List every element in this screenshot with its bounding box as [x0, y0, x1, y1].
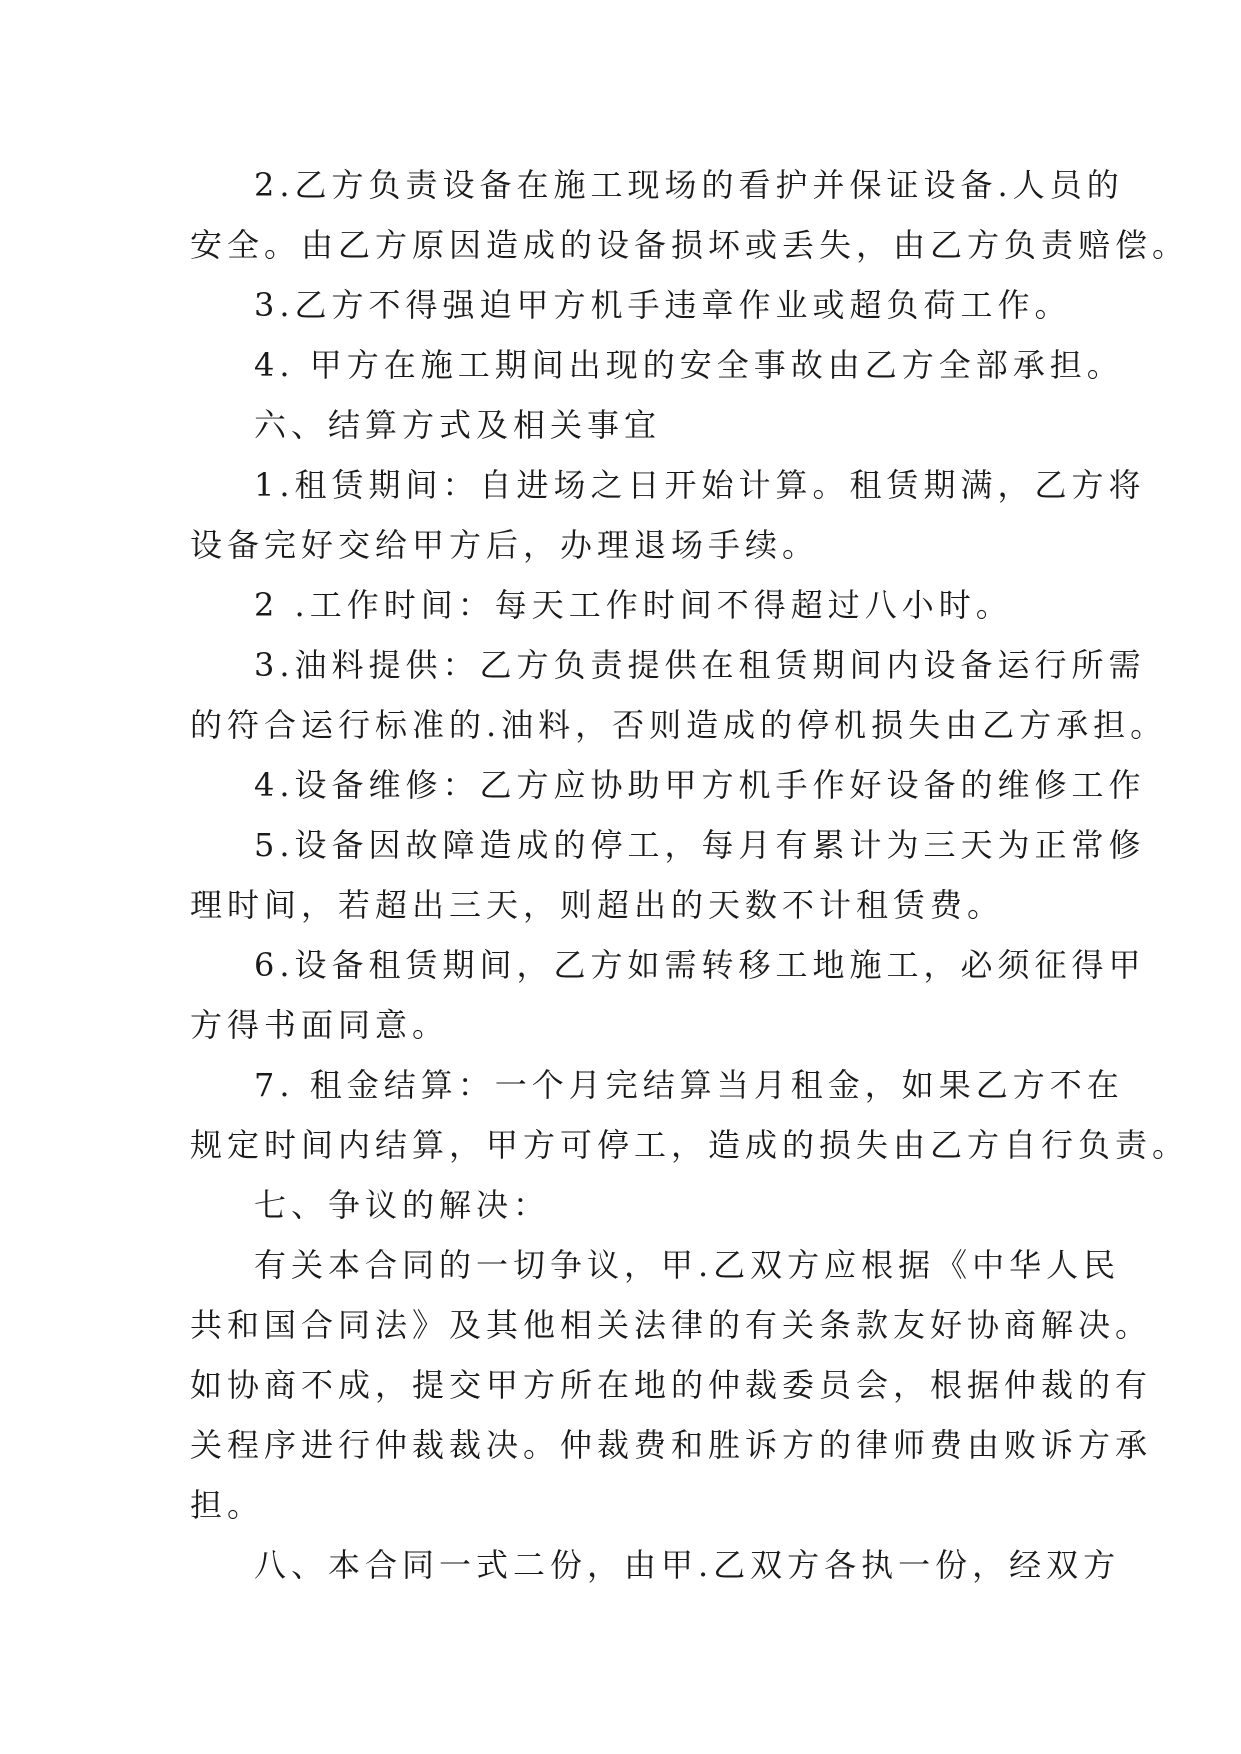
text-line: 4. 甲方在施工期间出现的安全事故由乙方全部承担。	[254, 346, 1124, 384]
text-line: 规定时间内结算，甲方可停工，造成的损失由乙方自行负责。	[190, 1126, 1190, 1164]
text-line: 4.设备维修：乙方应协助甲方机手作好设备的维修工作	[254, 766, 1146, 804]
section-heading: 六、结算方式及相关事宜	[254, 406, 662, 444]
text-line: 的符合运行标准的.油料，否则造成的停机损失由乙方承担。	[190, 706, 1168, 744]
text-line: 共和国合同法》及其他相关法律的有关条款友好协商解决。	[190, 1306, 1153, 1344]
section-heading: 七、争议的解决：	[254, 1186, 551, 1224]
text-line: 如协商不成，提交甲方所在地的仲裁委员会，根据仲裁的有	[190, 1366, 1153, 1404]
text-line: 6.设备租赁期间，乙方如需转移工地施工，必须征得甲	[254, 946, 1146, 984]
document-body	[190, 155, 1190, 1595]
text-line: 有关本合同的一切争议，甲.乙双方应根据《中华人民	[254, 1246, 1121, 1284]
text-line: 1.租赁期间：自进场之日开始计算。租赁期满，乙方将	[254, 466, 1146, 504]
text-line: 2 .工作时间：每天工作时间不得超过八小时。	[254, 586, 1013, 624]
text-line: 2.乙方负责设备在施工现场的看护并保证设备.人员的	[254, 166, 1124, 204]
text-line: 安全。由乙方原因造成的设备损坏或丢失，由乙方负责赔偿。	[190, 226, 1190, 264]
text-line: 方得书面同意。	[190, 1006, 450, 1044]
text-line: 3.乙方不得强迫甲方机手违章作业或超负荷工作。	[254, 286, 1072, 324]
text-line: 八、本合同一式二份，由甲.乙双方各执一份，经双方	[254, 1546, 1121, 1584]
text-line: 7. 租金结算：一个月完结算当月租金，如果乙方不在	[254, 1066, 1124, 1104]
text-line: 5.设备因故障造成的停工，每月有累计为三天为正常修	[254, 826, 1146, 864]
text-line: 理时间，若超出三天，则超出的天数不计租赁费。	[190, 886, 1005, 924]
text-line: 3.油料提供：乙方负责提供在租赁期间内设备运行所需	[254, 646, 1146, 684]
text-line: 设备完好交给甲方后，办理退场手续。	[190, 526, 820, 564]
text-line: 担。	[190, 1486, 265, 1524]
text-line: 关程序进行仲裁裁决。仲裁费和胜诉方的律师费由败诉方承	[190, 1426, 1153, 1464]
